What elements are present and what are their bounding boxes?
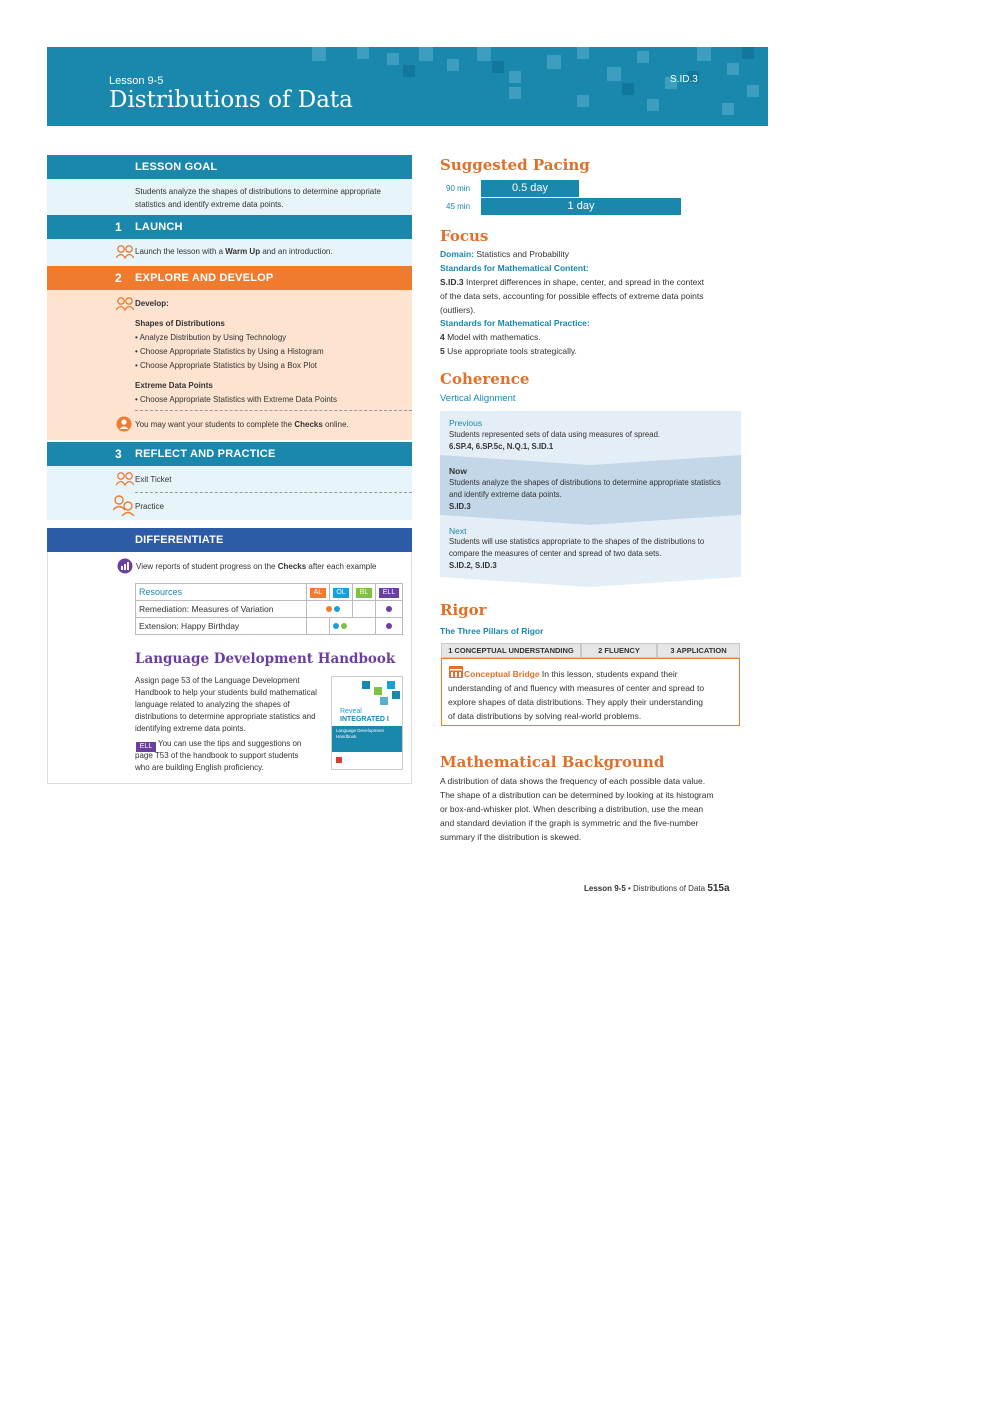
content-standards-label: Standards for Mathematical Content:	[440, 263, 589, 273]
next-text: compare the measures of center and spread of two data sets.	[449, 549, 662, 558]
ell-line: page T53 of the handbook to support students	[135, 751, 299, 760]
lesson-goal-panel	[47, 179, 412, 215]
ol-tag: OL	[333, 588, 349, 598]
previous-text: Students represented sets of data using measures of spread.	[449, 430, 661, 439]
differentiate-label: DIFFERENTIATE	[135, 534, 224, 546]
bridge-text: of data distributions by solving real-world problems.	[448, 711, 642, 721]
reflect-number: 3	[115, 447, 122, 461]
group1-item: • Choose Appropriate Statistics by Using a Histogram	[135, 347, 324, 356]
focus-title: Focus	[440, 227, 489, 245]
next-label: Next	[449, 526, 467, 536]
now-text: Students analyze the shapes of distributions to determine appropriate statistics	[449, 478, 721, 487]
cover-subtitle: Language Development Handbook	[336, 728, 384, 739]
lesson-goal-line1: Students analyze the shapes of distributions to determine appropriate	[135, 187, 381, 196]
cover-brand: Reveal	[340, 708, 362, 715]
pillar-application: 3 APPLICATION	[657, 643, 740, 658]
content-standard-line: (outliers).	[440, 305, 476, 315]
explore-develop-bar	[47, 266, 412, 290]
lesson-goal-bar	[47, 155, 412, 179]
develop-label: Develop:	[135, 299, 169, 308]
coherence-title: Coherence	[440, 370, 530, 388]
bl-dot	[341, 623, 347, 629]
handbook-title: Language Development Handbook	[135, 651, 396, 667]
group2-title: Extreme Data Points	[135, 381, 213, 390]
lesson-goal-line2: statistics and identify extreme data points.	[135, 200, 284, 209]
reflect-label: REFLECT AND PRACTICE	[135, 448, 276, 460]
ell-tag: ELL	[379, 588, 399, 598]
resources-header: Resources	[136, 584, 307, 601]
bridge-text: understanding of and fluency with measures of center and spread to	[448, 683, 705, 693]
pacing-bar-45min: 1 day	[481, 198, 681, 215]
group2-item: • Choose Appropriate Statistics with Extreme Data Points	[135, 395, 338, 404]
explore-number: 2	[115, 271, 122, 285]
ell-line: You can use the tips and suggestions on	[158, 739, 302, 748]
group-icon	[116, 244, 134, 259]
lesson-header-banner	[47, 47, 768, 126]
group-icon	[116, 296, 134, 311]
al-dot	[326, 606, 332, 612]
content-standard-line: S.ID.3 Interpret differences in shape, center, and spread in the context	[440, 277, 704, 287]
al-tag: AL	[310, 588, 326, 598]
next-codes: S.ID.2, S.ID.3	[449, 561, 497, 570]
bar-chart-icon	[117, 558, 133, 574]
page-footer: Lesson 9-5 • Distributions of Data 515a	[584, 883, 730, 894]
bridge-text: Conceptual Bridge In this lesson, students expand their	[464, 669, 678, 679]
handbook-line: distributions to determine appropriate statistics and	[135, 712, 316, 721]
pacing-row1-label: 90 min	[446, 184, 471, 193]
pacing-row2-label: 45 min	[446, 202, 471, 211]
ell-line: who are building English proficiency.	[135, 763, 264, 772]
handbook-line: Handbook to help your students build mathematical	[135, 688, 317, 697]
launch-panel	[47, 239, 412, 266]
conceptual-bridge-box	[441, 658, 740, 726]
reflect-panel	[47, 466, 412, 520]
group-icon	[116, 471, 134, 486]
resources-table	[135, 583, 403, 635]
explore-panel	[47, 290, 412, 440]
table-row	[136, 618, 403, 635]
background-line: or box-and-whisker plot. When describing a distribution, use the mean	[440, 804, 704, 814]
background-line: A distribution of data shows the frequency of each possible data value.	[440, 776, 706, 786]
launch-label: LAUNCH	[135, 221, 183, 233]
practice-text: Practice	[135, 502, 164, 511]
previous-label: Previous	[449, 418, 483, 428]
next-text: Students will use statistics appropriate to the shapes of the distributions to	[449, 537, 705, 546]
ell-badge: ELL	[136, 740, 156, 752]
page-number: 515a	[707, 883, 730, 894]
content-standard-line: of the data sets, accounting for possible effects of extreme data points	[440, 291, 704, 301]
background-line: The shape of a distribution can be determined by looking at its histogram	[440, 790, 714, 800]
math-background-title: Mathematical Background	[440, 753, 665, 771]
launch-text: Launch the lesson with a Warm Up and an introduction.	[135, 247, 333, 256]
bl-tag: BL	[356, 588, 372, 598]
background-line: and standard deviation if the graph is symmetric and the five-number	[440, 818, 699, 828]
table-row	[136, 601, 403, 618]
now-text: and identify extreme data points.	[449, 490, 562, 499]
launch-number: 1	[115, 220, 122, 234]
checks-online-text: You may want your students to complete the Checks online.	[135, 420, 349, 429]
vertical-alignment-label: Vertical Alignment	[440, 393, 516, 404]
bridge-icon	[449, 666, 463, 678]
explore-label: EXPLORE AND DEVELOP	[135, 272, 274, 284]
group1-title: Shapes of Distributions	[135, 319, 225, 328]
pacing-bar-90min: 0.5 day	[481, 180, 579, 197]
pacing-title: Suggested Pacing	[440, 156, 590, 174]
practice-standards-label: Standards for Mathematical Practice:	[440, 318, 590, 328]
bridge-text: explore shapes of data distributions. They apply their understanding	[448, 697, 704, 707]
pillar-conceptual: 1 CONCEPTUAL UNDERSTANDING	[441, 643, 581, 658]
now-codes: S.ID.3	[449, 502, 471, 511]
ell-dot	[386, 623, 392, 629]
standard-badge: S.ID.3	[670, 74, 698, 85]
previous-codes: 6.SP.4, 6.SP.5c, N.Q.1, S.ID.1	[449, 442, 554, 451]
rigor-title: Rigor	[440, 601, 487, 619]
handbook-line: language related to analyzing the shapes of	[135, 700, 290, 709]
resource-extension: Extension: Happy Birthday	[136, 618, 307, 635]
ol-dot	[333, 623, 339, 629]
practice-standard-item: 5 Use appropriate tools strategically.	[440, 346, 577, 356]
resource-remediation: Remediation: Measures of Variation	[136, 601, 307, 618]
exit-ticket-text: Exit Ticket	[135, 475, 172, 484]
cover-title: INTEGRATED I	[340, 716, 389, 723]
background-line: summary if the distribution is skewed.	[440, 832, 582, 842]
ol-dot	[334, 606, 340, 612]
launch-bar	[47, 215, 412, 239]
page-title: Distributions of Data	[109, 87, 353, 113]
group1-item: • Analyze Distribution by Using Technology	[135, 333, 287, 342]
ell-dot	[386, 606, 392, 612]
differentiate-bar	[47, 528, 412, 552]
handbook-cover-image	[331, 676, 403, 770]
reflect-practice-bar	[47, 442, 412, 466]
domain-line: Domain: Statistics and Probability	[440, 249, 569, 259]
divider	[135, 410, 412, 411]
divider	[135, 492, 412, 493]
now-label: Now	[449, 466, 467, 476]
handbook-line: Assign page 53 of the Language Development	[135, 676, 300, 685]
lesson-number: Lesson 9-5	[109, 75, 164, 87]
pillar-fluency: 2 FLUENCY	[581, 643, 657, 658]
person-icon	[116, 416, 132, 432]
reports-text: View reports of student progress on the Checks after each example	[136, 562, 377, 571]
person-pair-icon	[113, 494, 135, 516]
three-pillars-label: The Three Pillars of Rigor	[440, 626, 544, 636]
handbook-line: identifying extreme data points.	[135, 724, 246, 733]
lesson-goal-label: LESSON GOAL	[135, 161, 218, 173]
group1-item: • Choose Appropriate Statistics by Using a Box Plot	[135, 361, 318, 370]
practice-standard-item: 4 Model with mathematics.	[440, 332, 541, 342]
table-header-row	[136, 584, 403, 601]
